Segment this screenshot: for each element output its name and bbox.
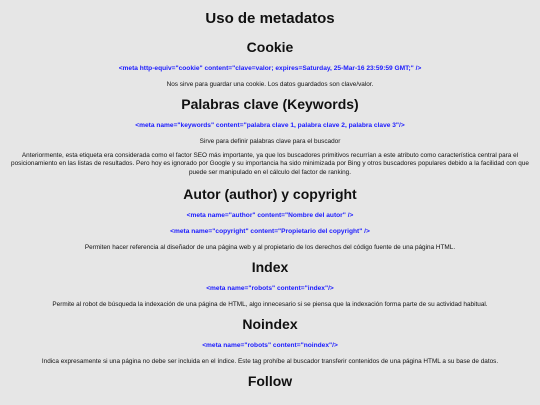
section-heading: Palabras clave (Keywords)	[181, 96, 359, 112]
code-example: <meta name="robots" content="noindex"/>	[202, 342, 338, 350]
section-heading: Autor (author) y copyright	[183, 186, 357, 203]
code-example-copyright: <meta name="copyright" content="Propietario del copyright" />	[170, 228, 370, 236]
section-noindex	[4, 315, 536, 366]
page-title: Uso de metadatos	[205, 10, 335, 27]
code-example: <meta name="robots" content="index"/>	[206, 285, 334, 293]
section-description: Sirve para definir palabras clave para el buscador	[199, 138, 341, 145]
section-keywords	[4, 95, 536, 177]
section-heading: Cookie	[246, 39, 294, 55]
section-description: Permiten hacer referencia al diseñador de una página web y al propietario de los derechos del código fuente de una página HTML.	[84, 244, 456, 252]
section-index	[4, 258, 536, 309]
code-example: <meta name="keywords" content="palabra clave 1, palabra clave 2, palabra clave 3"/>	[135, 122, 405, 129]
code-example: <meta http-equiv="cookie" content="clave=valor; expires=Saturday, 25-Mar-16 23:59:59 GMT;" />	[118, 65, 422, 72]
section-heading: Noindex	[242, 316, 298, 333]
section-cookie	[4, 38, 536, 89]
section-follow	[4, 372, 536, 390]
section-heading: Index	[251, 259, 289, 276]
code-example-author: <meta name="author" content="Nombre del autor" />	[186, 212, 354, 220]
section-heading: Follow	[247, 373, 293, 390]
section-author-copyright	[4, 185, 536, 252]
section-description: Nos sirve para guardar una cookie. Los datos guardados son clave/valor.	[166, 81, 374, 88]
section-description: Indica expresamente si una página no debe ser incluida en el índice. Este tag prohíbe al buscador transferir contenidos de una página HTML a su base de datos.	[41, 358, 499, 366]
section-description-detail: Anteriormente, esta etiqueta era considerada como el factor SEO más importante, ya que los buscadores primitivos recurrían a este atributo como característica central para el posicionamiento en las listas de resultados. Pero hoy es ignorado por Google y su importancia ha sido minimizada por Bing y otros buscadores populares debido a la facilidad con que puede ser manipulado en el cálculo del factor de ranking.	[11, 152, 529, 176]
section-description: Permite al robot de búsqueda la indexación de una página de HTML, algo innecesario si se piensa que la indexación forma parte de su actividad habitual.	[52, 301, 488, 309]
